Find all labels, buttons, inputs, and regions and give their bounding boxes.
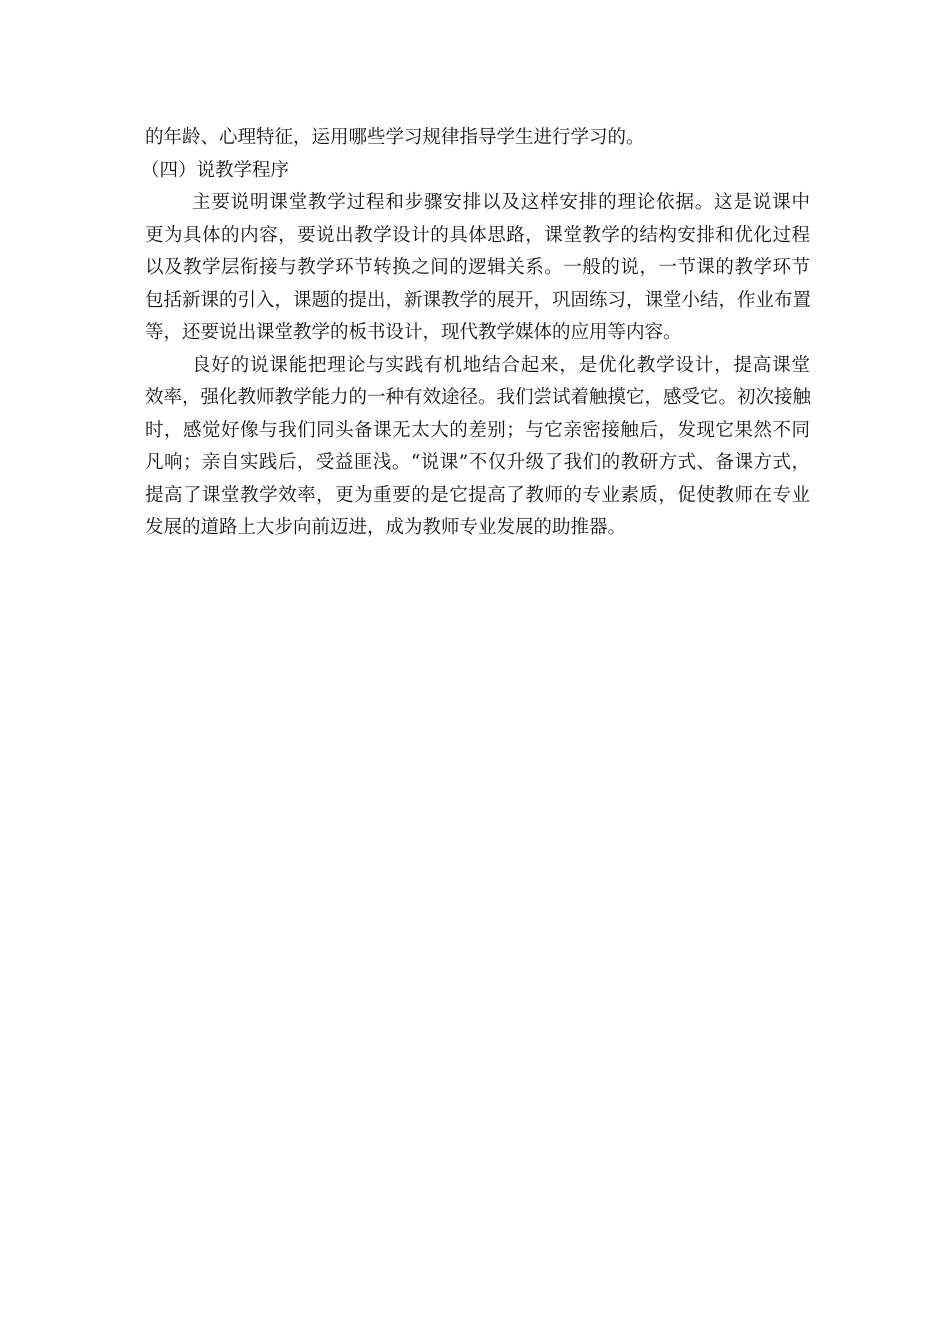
section-heading: （四）说教学程序 <box>141 159 290 181</box>
paragraph-line: 以及教学层衔接与教学环节转换之间的逻辑关系。一般的说，一节课的教学环节 <box>145 257 810 278</box>
paragraph-conclusion <box>145 350 810 545</box>
paragraph-line: 凡响；亲自实践后，受益匪浅。“说课”不仅升级了我们的教研方式、备课方式， <box>145 452 810 473</box>
paragraph-teaching-procedure <box>145 187 810 350</box>
paragraph-line: 时，感觉好像与我们同头备课无太大的差别；与它亲密接触后，发现它果然不同 <box>145 419 810 441</box>
paragraph-line: 提高了课堂教学效率，更为重要的是它提高了教师的专业素质，促使教师在专业 <box>145 484 810 506</box>
paragraph-line: 包括新课的引入，课题的提出，新课教学的展开，巩固练习，课堂小结，作业布置 <box>145 289 812 311</box>
paragraph-line: 更为具体的内容，要说出教学设计的具体思路，课堂教学的结构安排和优化过程 <box>145 224 810 246</box>
paragraph-line: 效率，强化教师教学能力的一种有效途径。我们尝试着触摸它，感受它。初次接触 <box>145 387 812 408</box>
paragraph-line: 良好的说课能把理论与实践有机地结合起来，是优化教学设计，提高课堂 <box>192 354 810 376</box>
paragraph-line: 主要说明课堂教学过程和步骤安排以及这样安排的理论依据。这是说课中 <box>192 192 810 213</box>
paragraph-line: 发展的道路上大步向前迈进，成为教师专业发展的助推器。 <box>145 517 627 538</box>
paragraph-line: 等，还要说出课堂教学的板书设计，现代教学媒体的应用等内容。 <box>145 322 682 343</box>
document-body <box>141 122 812 545</box>
continuation-line: 的年龄、心理特征，运用哪些学习规律指导学生进行学习的。 <box>145 127 645 148</box>
